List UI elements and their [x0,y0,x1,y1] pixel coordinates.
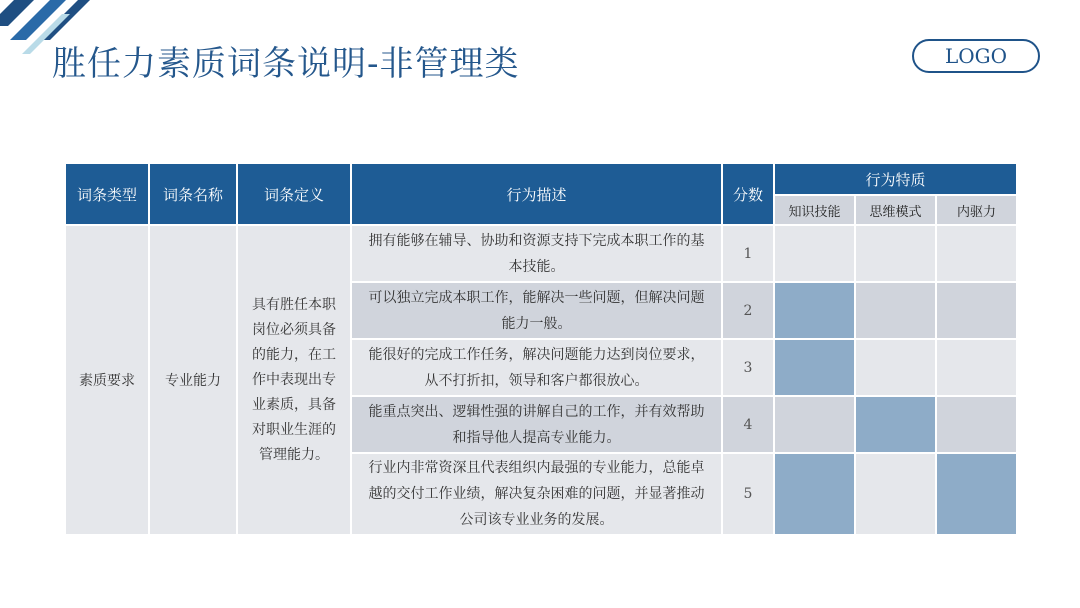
behavior-cell: 能重点突出、逻辑性强的讲解自己的工作，并有效帮助和指导他人提高专业能力。 [351,396,722,453]
header-trait-drive: 内驱力 [936,195,1017,225]
trait-cell [936,339,1017,396]
trait-cell-highlighted [774,339,855,396]
score-cell: 5 [722,453,774,535]
name-cell: 专业能力 [149,225,237,535]
score-cell: 3 [722,339,774,396]
trait-cell [855,225,936,282]
trait-cell [936,396,1017,453]
definition-cell: 具有胜任本职岗位必须具备的能力，在工作中表现出专业素质，具备对职业生涯的管理能力。 [237,225,351,535]
trait-cell [855,339,936,396]
behavior-cell: 行业内非常资深且代表组织内最强的专业能力，总能卓越的交付工作业绩，解决复杂困难的问题，并显著推动公司该专业业务的发展。 [351,453,722,535]
behavior-cell: 可以独立完成本职工作，能解决一些问题，但解决问题能力一般。 [351,282,722,339]
score-cell: 4 [722,396,774,453]
header-definition: 词条定义 [237,163,351,225]
header-trait-knowledge: 知识技能 [774,195,855,225]
behavior-cell: 能很好的完成工作任务，解决问题能力达到岗位要求，从不打折扣，领导和客户都很放心。 [351,339,722,396]
trait-cell-highlighted [855,396,936,453]
type-cell: 素质要求 [65,225,149,535]
trait-cell [774,396,855,453]
trait-cell [936,282,1017,339]
trait-cell-highlighted [936,453,1017,535]
header-traits: 行为特质 [774,163,1017,195]
header-trait-thinking: 思维模式 [855,195,936,225]
trait-cell-highlighted [774,453,855,535]
score-cell: 2 [722,282,774,339]
page-title: 胜任力素质词条说明-非管理类 [52,44,520,84]
trait-cell [855,453,936,535]
competency-table [64,162,1018,536]
header-name: 词条名称 [149,163,237,225]
header-score: 分数 [722,163,774,225]
header-type: 词条类型 [65,163,149,225]
score-cell: 1 [722,225,774,282]
trait-cell-highlighted [774,282,855,339]
behavior-cell: 拥有能够在辅导、协助和资源支持下完成本职工作的基本技能。 [351,225,722,282]
logo: LOGO [912,39,1040,73]
header-behavior: 行为描述 [351,163,722,225]
trait-cell [936,225,1017,282]
trait-cell [855,282,936,339]
trait-cell [774,225,855,282]
table-row [65,225,1017,282]
